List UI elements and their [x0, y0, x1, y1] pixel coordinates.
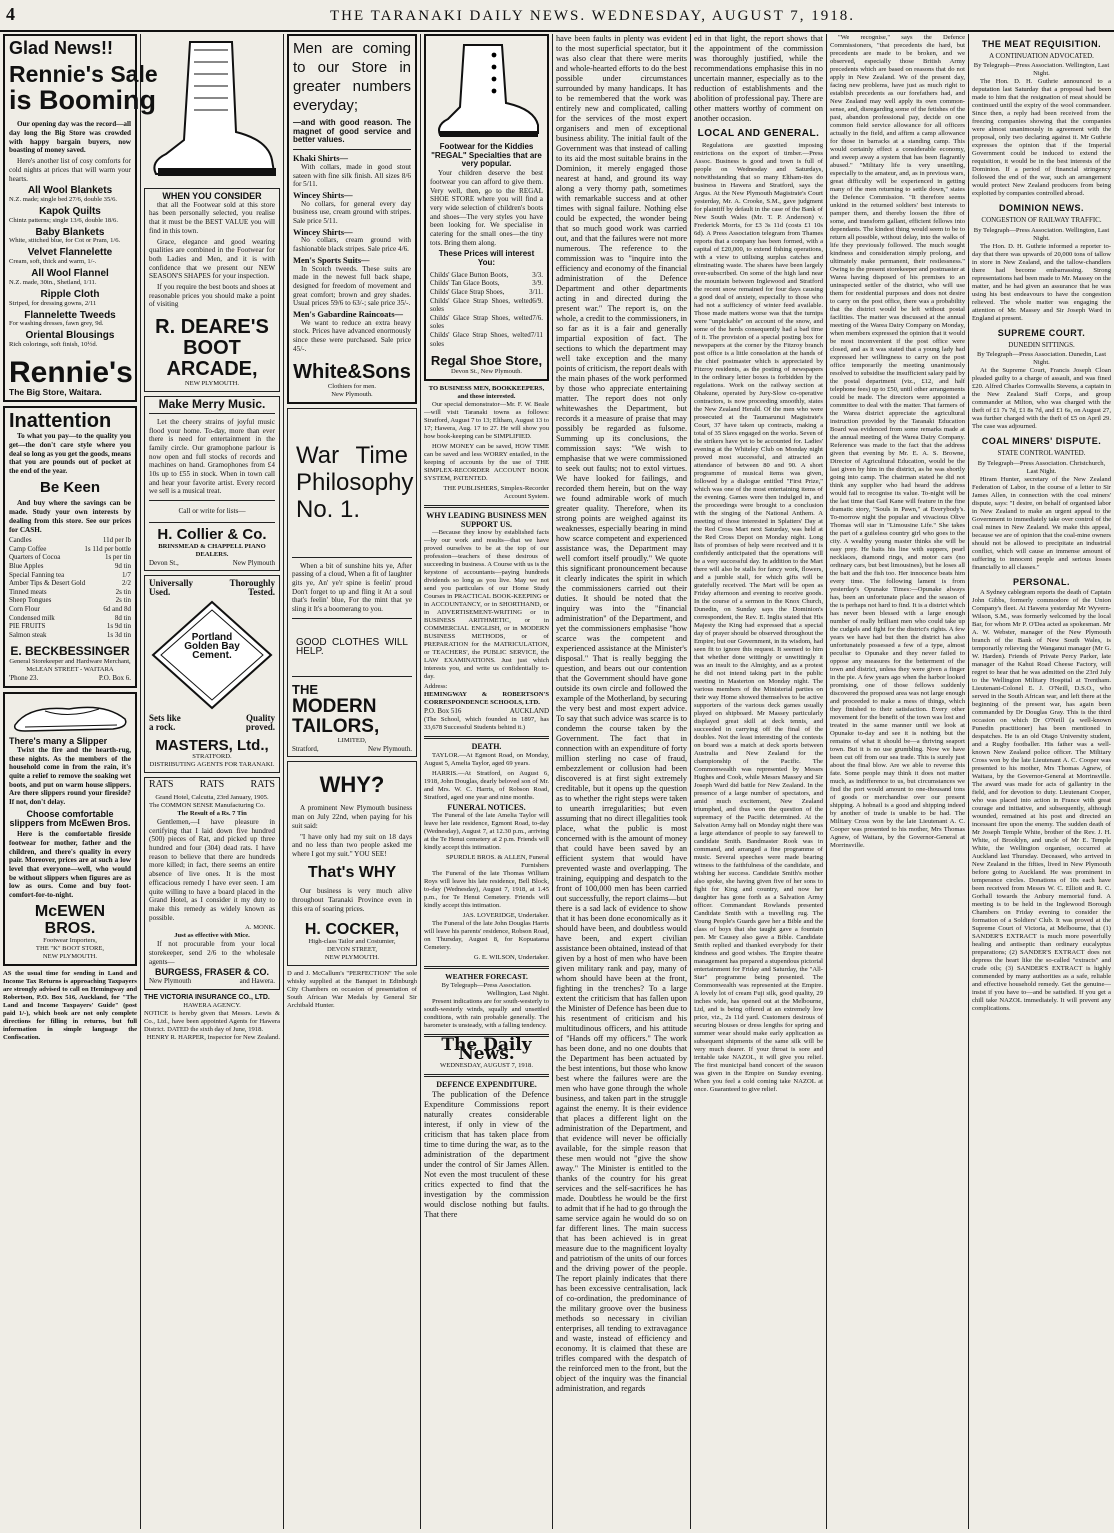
boot-illustration	[144, 36, 280, 186]
modern-tailors-advert	[287, 408, 417, 758]
column-4	[424, 34, 549, 1529]
column-8	[972, 34, 1111, 1529]
local-general-heading: LOCAL AND GENERAL.	[697, 128, 820, 139]
item-desc: Rich colorings, soft finish, 10½d.	[9, 340, 98, 348]
grocery-row: Condensed milk 8d tin	[9, 613, 131, 622]
funeral-notice: The Funeral of the late Thomas William Roys will leave his late residence, Bell Block, to-day (Wednesday), August 7, 1918, at 1.45 p.m., for Te Henui Cemetery. Friends will kindly accept this intimation.	[424, 870, 549, 910]
limited-label: LIMITED,	[337, 736, 367, 744]
deare-name: R. DEARE'S	[155, 316, 269, 339]
column-7	[830, 34, 965, 1529]
publishers-sign: THE PUBLISHERS, Simplex-Recorder Account System.	[443, 484, 549, 500]
defence-end: ed in that light, the report shows that the appointment of the commission was thoroughly justified, while the recommendations emphasise this in no uncertain manner, especially as to the reduction of establishments and the abolition of professional pay. There are other matters worthy of comment on another occasion.	[694, 34, 823, 123]
regal-advert	[424, 34, 549, 381]
why-heading: WHY?	[319, 772, 385, 798]
tailors-cities: Stratford, New Plymouth.	[292, 744, 412, 753]
business-men-text-2: HOW MONEY can be saved, HOW TIME can be saved and less WORRY entailed, in the keeping of accounts by the use of THE SIMPLEX-RECORDER ACCOUNT BOOK SYSTEM, PATENTED.	[424, 442, 549, 482]
good-clothes-label: GOOD CLOTHES WILL HELP.	[296, 636, 408, 657]
weather-place: Wellington, Last Night.	[486, 989, 549, 997]
khaki-title: Khaki Shirts—	[293, 153, 349, 164]
price-row: Childs' Tan Glace Boots, 3/9.	[430, 279, 543, 288]
white-sons-sub: Clothiers for men.	[327, 382, 377, 390]
grocery-row: Special Fanning tea 1/7	[9, 570, 131, 579]
funeral-sign: JAS. LOVERIDGE, Undertaker.	[462, 912, 549, 920]
rats-effective: Just as effective with Mice.	[174, 932, 250, 940]
item-desc: N.Z. made, 30in., Shetland, 1/11.	[9, 278, 97, 286]
daily-news-masthead: The Daily News.	[441, 1034, 532, 1064]
hawera-agency: HAWERA AGENCY.	[183, 1002, 241, 1010]
rats-advert	[144, 777, 280, 989]
wincey2-text: No collars, cream ground with fashionable black stripes. Sale price 4/6.	[293, 236, 411, 254]
supreme-text: At the Supreme Court, Francis Joseph Cloan pleaded guilty to a charge of assault, and was fined £20. Alfred Charles Cornwallis Stevens, a captain in the New Zealand Staff Corps, and group commander at Milton, who was charged with the theft of £1 7s 7d, £1 8s 7d, and £1 6s, on August 27, was further charged with the theft of £5 on April 29. The case was adjourned.	[972, 367, 1111, 431]
local-general-text: Regulations are gazetted imposing restrictions on the export of timber.—Press Assoc. Business is good and town is full of people on Wednesday and Saturdays, notwithstanding that so many Eltham-ites do business in Hawera and Stratford, says the Argus. At the New Plymouth Magistrate's Court yesterday, Mr. A. Crooke, S.M., gave judgment for plaintiff by default in the case of the Bank of New South Wales (Mr. T. P. Anderson) v. Frederick Morris, for £3 3s 11d (costs £1 10s 6d). A Press Association telegram from Thames reports that a company has been formed, with a capital of £20,000, to extend fishing operations, with a view to utilising surplus catches and eliminating waste. The shares have been largely over-subscribed. On some of the high land near the mountain between Inglewood and Stratford the recent snow remained for four days causing a good deal of anxiety, especially to those who had not a sufficiency of winter feed available. Those made matters worse was that the turnips were "unpickable" on account of the snow, and some of the herds consequently had a bad time of it. The provision of a special posting box for newspapers at the corner by the Fitzroy branch post office is a little consolation at the hands of the chief postmaster which is appreciated by Fitzroy residents, as the posting of newspapers in the ordinary letter boxes is forbidden by the regulations. Work on the railway section at Ohakune, operated by Jury-Slow co-operative contractors, is now proceeding smoothly, states the New Zealand Herald. Of the men who were prosecuted at the Taumarunui Magistrate's Court, 37 have taken up contracts, making a total of 35 Slavs engaged on the works. Seven of the strikers have yet to be accounted for. Ladies' evening at the Whiteley Club on Monday night proved most successful, and attracted an attendance of between 80 and 90. A short programme of musical items was given, followed by a dialogue entitled "First Prize," which was one of the most entertaining items of the evening. Games were then indulged in, and the proceedings were brought to a conclusion with the singing of the National Anthem. A meeting of those interested in Splatters' Day at the Red Cross Mart next Saturday, was held at the Red Cross Depot on Monday night. Long lists of promises of help were received and it is confidently anticipated that the operations will be a very successful day. In addition to the Mart there will also be stalls for fancy work, flowers, and a jumble stall, for which gifts will be gratefully received. The Mart will be open as Friday afternoon and evening to receive goods. In the course of a sermon in the Knox Church, Dunedin, on Sunday says the Dominion's correspondent, the Rev. E. Inglis stated that His Majesty the King had expressed that a special day of prayer should be observed throughout the Empire; but our Government, in its wisdom, had seen fit to ignore this request. It seemed to him that whether done wittingly or unwittingly it was an insult to the Almighty, and as a protest he did not intend taking part in the public meeting in Masterton on Monday night. The various members of the Ministerial parties on their way Home showed themselves to be active supporters of the various deck games usually played on shipboard. Mr Massey particularly displayed great skill at deck tennis, and succeeded in carrying off the final of the doubles. Not the least interesting of the contests on board was a match at deck sports between Australia and New Zealand for the championship of the Pacific. The Commonwealth was represented by Messrs Hughes and Cook, while Messrs Massey and Sir Joseph Ward did battle for New Zealand. In the presence of a large number of spectators, and amid much excitement, New Zealand triumphed, and thus won the question of the supremacy of the Pacific determined. At the Salvation Army hall on Monday night there was a large attendance of people to say farewell to candidate Smith. Bandmaster Rook was in command, and arranged a fine programme of music. Several speeches were made bearing witness to the faithfulness of the candidate, and wishing her success. Candidate Smith's mother also spoke, she having given five of her sons to fight for King and country, and now her daughter has gone forth as a Salvation Army officer. Commandant Rowlands presented Candidate Smith with a travelling rug. The Young People's Guards gave her a Bible and the class of boys that she taught gave a fountain pen. Mr Causey also gave a Bible. Candidate Smith replied and thanked everybody for their kindness and good wishes. The Empire theatre management has prepared a stupendous pictorial entertainment for Friday and Saturday, the "All-Star" programme being presented. The Commonwealth was represented at the Empire. A lovely lot of cream Fuji silk, good quality, 29 inches wide, has opened out at the Melbourne, Ltd, and is being offered at an extremely low price, viz., 2s 11d yard. Customers desirous of securing blouses or dress lengths for spring and summer wear should make early application as subsequent shipments of the same silk will be very much dearer. If your throat is sore and irritable take NAZOL, it will give you relief. The first municipal band concert of the season was given in the Empire on Sunday evening. When you feel a cold coming take NAZOL at once. Guaranteed to give relief.	[694, 141, 823, 1093]
slipper-text: Twixt the fire and the hearth-rug, these nights. As the members of the household come in from the rain, it's quite a relief to remove the soaking wet boots, and put on warm house slippers. Are there slippers round your fireside? If not, don't delay.	[9, 745, 131, 807]
coal-byline: By Telegraph—Press Association. Christchurch, Last Night.	[977, 459, 1106, 475]
beckbessinger-name: E. BECKBESSINGER	[10, 644, 130, 659]
price-row: Childs' Glace Strap Shoes, 3/11.	[430, 288, 543, 297]
collier-address: Devon St., New Plymouth	[149, 558, 275, 567]
insurance-notice-sign: HENRY R. HARPER, Inspector for New Zealand.	[146, 1034, 280, 1042]
item-desc: White, stitched blue, for Cot or Pram, 1/6.	[9, 237, 121, 245]
column-1	[3, 34, 158, 1529]
column-5	[556, 34, 687, 1529]
prices-title: These Prices will interest You:	[438, 249, 535, 268]
price-row: Childs' Glace Strap Shoes, welted soles 7/6.	[430, 313, 543, 331]
golden-bay-label: Golden Bay	[184, 641, 240, 653]
war-time-heading: War Time Philosophy No. 1.	[296, 441, 414, 523]
whisky-notice: D and J. McCallum's "PERFECTION" The sole whisky supplied at the Banquet in Edinburgh City Chambers on occasion of presentation of South African War Medals by General Sir Archibald Hunter.	[287, 970, 417, 1010]
gabardine-title: Men's Gabardine Raincoats—	[293, 309, 404, 320]
cement-label: Cement.	[192, 649, 232, 661]
why-text: A prominent New Plymouth business man on July 22nd, when paying for his suit said:	[292, 804, 412, 830]
column-6	[694, 34, 823, 1529]
grocery-row: Candles 11d per lb	[9, 536, 131, 545]
portland-label: Portland	[191, 632, 233, 644]
item-name: Oriental Blousings	[25, 330, 115, 342]
cement-advert	[144, 575, 280, 773]
merry-music-text: Let the cheery strains of joyful music flood your home. To-day, more than ever there is need for entertainment in the family circle. Our gramophone parlour is now open and full stocks of records and machines on hand. Gramophones from £4 10s up to £55 in stock. When in town call and hear your favorite artist. Every record we sell is a musical treat.	[149, 417, 275, 496]
column-2	[144, 34, 280, 1529]
consider-text-3: If you require the best boots and shoes at reasonable prices you should make a point of visiting	[149, 283, 275, 309]
mcewen-advert	[3, 692, 137, 967]
glad-news-heading: Glad News!!	[9, 38, 114, 58]
inattention-text: To what you pay—to the quality you get—the don't care style where you deal so long as you get the goods, means that you are pounds out of pocket at the end of the year.	[9, 432, 131, 475]
business-men-heading: TO BUSINESS MEN, BOOKKEEPERS, and those interested.	[428, 384, 545, 400]
supreme-byline: By Telegraph—Press Association. Dunedin, Last Night.	[976, 351, 1107, 367]
collier-name: H. Collier & Co.	[157, 525, 267, 543]
kiddies-text: Your children deserve the best footwear you can afford to give them. Very well, then, go to the REGAL SHOE STORE where you will find a very wide selection of children's boots and shoes—The very styles you have been looking for. We specialise in catering for the small ones—the tiny tots. Bring them along.	[430, 169, 543, 247]
funeral-heading: FUNERAL NOTICES.	[447, 802, 526, 812]
good-reason-text: —and with good reason. The magnet of good service and better values.	[293, 118, 411, 145]
rats-signature: A. MONK.	[245, 924, 275, 932]
grocery-row: Camp Coffee 1s 11d per bottle	[9, 544, 131, 553]
grocery-row: Sheep Tongues 2s tin	[9, 596, 131, 605]
item-name: Baby Blankets	[35, 226, 105, 238]
cement-top-row: Universally Thoroughly	[149, 578, 275, 589]
dominion-subheading: CONGESTION OF RAILWAY TRAFFIC.	[981, 216, 1102, 225]
price-row: Childs' Glace Strap Shoes, welted soles 6/9.	[430, 296, 543, 314]
regal-name: Regal Shoe Store,	[430, 353, 543, 369]
tailors-label: TAILORS,	[292, 715, 380, 737]
thats-why-heading: That's WHY	[307, 863, 397, 881]
hemingway-address: P.O. Box 516 AUCKLAND	[424, 707, 549, 716]
why-text-2: Our business is very much alive throughout Taranaki Province even in this era of soaring prices.	[292, 887, 412, 913]
grocery-row: Corn Flour 6d and 8d	[9, 604, 131, 613]
personal-text: A Sydney cablegram reports the death of Captain John Gibbs, formerly commodore of the Union Company's fleet. At Hawera yesterday Mr Wyvern-Wilson, S.M., was formerly welcomed by the local Bar, for whom Mr P. O'Dea acted as spokesman. Mr A. W. Webster, manager of the New Plymouth branch of the Bank of New South Wales, is temporarily relieving the Wanganui manager (Mr G. W. Harden). Friends of Private Percy Parker, late manager of the Kahui Road Cheese Factory, will regret to hear that he was admitted on the 23rd July to the Wellington Military Hospital at Trentham. Lieutenant-Colonel E. J. O'Neill, D.S.O., who served in the South African war, and left there at the beginning of the present war, has again been commanded by Dr Douglas Gray. This is the third occasion on which Dr O'Neill (a well-known Punedin practitioner) has been mentioned in despatches. He is an old Otago University student, and a Rugby footballer. His father was a well-known New Zealand police officer. The Military Cross won by the late Lieutenant A. C. Cooper was presented to his mother, Mrs Thomas Agnew, of Waitara, by the Governor-General at Morrinsville. The award was made for acts of gallantry in the field, and for devotion to duty. Lieutenant Cooper, who was placed into action in France with great courage and initiative, and subsequently, although wounded, remained at his post and directed an incessant fire upon the enemy. The sudden death of Mr Joseph Temple White, brother of the Rev. J. H. White, of Brooklyn, and uncle of Mr E. Temple White, the Wellington organiser, occurred at Auckland last Thursday. Deceased, who arrived in New Zealand in the fifties, lived in New Plymouth before going to Auckland. He was prominent in temperance circles. Donations of 10s each have been received from Messrs W. C. Elliott and R. C. Gorhall towards the Anbury memorial fund. A meeting is to be held in the Inglewood Borough Chambers on Friday evening to consider the formation of a Soldiers' Club. It was proved at the Supreme Court of Victoria, at Melbourne, that (1) SANDER'S EXTRACT is much more powerfully healing and antiseptic than ordinary eucalyptus preparations; (2) SANDER'S EXTRACT does not depress the heart like the so-called "extracts" and crude oils; (3) SANDER'S EXTRACT is highly commended by many authorities as a safe, reliable and effective household remedy. Get the genuine—insist if you have to—and be satisfied. If you get a chill take NAZOL immediately. It will prevent any complications.	[972, 589, 1111, 1013]
child-boot-illustration	[430, 41, 545, 141]
cement-bottom-row-2: a rock. proved.	[149, 722, 275, 732]
consider-text: that all the Footwear sold at this store has been personally selected, you realise that it must be the BEST VALUE you will find in this town.	[149, 200, 275, 235]
wincey-title: Wincey Shirts—	[293, 189, 353, 200]
grocery-row: Salmon steak 1s 3d tin	[9, 630, 131, 639]
rats-result: The Result of a Rs. 7 Tin	[177, 809, 247, 817]
arcade-label: ARCADE,	[166, 358, 258, 381]
the-label: THE	[292, 682, 318, 698]
dominion-heading: DOMINION NEWS.	[999, 203, 1084, 214]
price-row: Childs' Glace Button Boots, 3/3.	[430, 270, 543, 279]
cocker-street: DEVON STREET,	[326, 946, 378, 954]
sports-text: In Scotch tweeds. These suits are made in the newest full back shape, designed for freedom of movement and great comfort; brown and grey shades. Usual prices 59/6 to 63/-; sale price 35/-.	[293, 264, 411, 308]
choose-text: Here is the comfortable fireside footwear for mother, father and the children, and there's quality in every pair. Moreover, prices are at such a low level that everyone—well, who would be without slippers when figures are as low as ours. Come and buy foot-comfort-for-to-night.	[9, 830, 131, 900]
cocker-city: NEW PLYMOUTH.	[324, 954, 380, 962]
dominion-text: The Hon. D. H. Guthrie informed a reporter to-day that there was upwards of 20,000 tons of tallow in store in New Zealand, and the tallow-chandlers there had become embarrassing. Strong representations had been made to Mr. Massey on the matter, and he had given an assurance that he was using his best endeavours to have the congestion relieved. The whole matter was engaging the attention of Mr. Massey and Sir Joseph Ward in England at present.	[972, 242, 1111, 322]
coal-subheading: STATE CONTROL WANTED.	[997, 448, 1086, 457]
price-row: Childs' Glace Strap Shoes, welted soles 7/11	[430, 331, 543, 348]
be-keen-text: And buy where the savings can be made. Study your own interests by dealing from this store. See our prices for CASH.	[9, 499, 131, 534]
choose-heading: Choose comfortable slippers from McEwen Bros.	[9, 808, 131, 828]
rennie-advert	[3, 34, 158, 402]
grocery-row: Quarters of Cocoa 1s per tin	[9, 553, 131, 562]
defence-text: The publication of the Defence Expenditure Commissions report naturally creates considerable interest, if only in view of the criticism that has taken place from time to time during the war, as to the administration of the department under the control of Sir James Allen. Not even the most truculent of these critics expected to find that the investigation by the commission would disclose nothing but faults. That there	[424, 1090, 549, 1220]
supreme-subheading: DUNEDIN SITTINGS.	[1008, 340, 1075, 349]
slipper-heading: There's many a Slipper	[9, 736, 108, 747]
funeral-sign: SPURDLE BROS. & ALLEN, Funeral Furnishers	[446, 854, 549, 870]
collier-sub: BRINSMEAD & CHAPPELL PIANO DEALERS.	[158, 542, 266, 558]
item-desc: N.Z. made; single bed 27/6, double 35/6.	[9, 196, 118, 203]
cocker-advert	[287, 761, 417, 966]
khaki-text: With collars, made in good stout sateen with fine silk finish. All sizes 8/6 for 5/11.	[293, 162, 411, 189]
victoria-insurance-title: THE VICTORIA INSURANCE CO., LTD.	[144, 993, 270, 1001]
grocery-row: PIE FRUITS 1s 9d tin	[9, 622, 131, 631]
item-name: All Wool Blankets	[27, 185, 113, 197]
death-notice: TAYLOR.—At Egmont Road, on Monday, August 5, Amelia Taylor, aged 69 years.	[424, 751, 549, 767]
coal-text: Hiram Hunter, secretary of the New Zealand Federation of Labor, in the course of a letter to Sir James Allen, in connection with the coal miners' dispute, says: "I desire, on behalf of organised labor in New Zealand to make an urgent appeal to the Government to immediately take over control of the coal mines in New Zealand. We make this appeal, because we are of opinion that the coal-mine owners should not be allowed to precipitate an industrial conflict, which will cause an immense amount of suffering to innocent people and serious losses financially to all classes."	[972, 475, 1111, 571]
be-keen-heading: Be Keen	[39, 478, 101, 496]
hemingway-text: (The School, which founded in 1897, has 33,678 Successful Students behind it.)	[424, 715, 549, 731]
regal-address: Devon St., New Plymouth.	[450, 367, 523, 375]
wincey-text: No collars, for general every day business use, cream ground with stripes. Sale price 5/11.	[293, 199, 411, 226]
burgess-name: BURGESS, FRASER & CO.	[154, 967, 269, 978]
personal-heading: PERSONAL.	[1012, 576, 1070, 587]
rats-company: The COMMON SENSE Manufacturing Co.	[149, 801, 265, 809]
call-write-label: Call or write for lists—	[178, 507, 246, 516]
beckbessinger-advert	[3, 406, 137, 687]
rats-hotel: Grand Hotel, Calcutta, 23rd January, 1905.	[155, 793, 269, 801]
kiddies-heading: Footwear for the Kiddies	[439, 142, 534, 151]
defence-continued: have been faults in plenty was evident to the most superficial spectator, but it was also clear that there were merits and whole-hearted efforts to do the best possible under circumstances surrounded by many handicaps. It has to be remembered that the work was entirely new and complicated, calling for the services of the most expert organisers and men of exceptional business ability. The initial fault of the Government was that instead of calling to its aid the most suitable brains in the Dominion, it merely engaged those nearest at hand, and ground its way along a very thorny path, sometimes with remarkable success and at other times with signal failure. Nothing else could be expected, the wonder being that so much good work was carried out, and that the failures were not more numerous. The reference to the commission was to "inquire into the efficiency and economy of the financial administration of the Defence Department and other departments acting in and directed during the present war." The report is, on the whole, a credit to the commissioners, in so far as it is a fair and generally impartial exposition of fact. The sections to which the department may well take exception and the many points of criticism, the report deals with the main phases of the work performed by those who appreciate entertaining matter. The report does not only whitewashes the Department, but records it a measure of praise that may possibly be regarded as fulsome. Summing up its conclusions, the commission says: "We wish to emphasise that we were commissioned to seek out faults; not to extol virtues. We have looked for failings, and recorded them herein, but on the way we found admirable work of much greater quality. Therefore, when its strong points are weighed against its weaknesses, especially bearing in mind how scarce competent and experienced assistance was, the Department may well comfort itself proudly." We quote this significant pronouncement because it clearly indicates the spirit in which the commissioners carried out their duties. It should be noted that the inquiry was into the "financial administration" of the Department, and yet the commissioners emphasise "how scarce was the competent and experienced assistance at the Minister's disposal." That is really begging the question, and bears out our contention that the Government should have gone outside its own circle and followed the example of the Motherland, by securing the very best and most expert advice. To say that such advice was scarce is to condemn the course taken by the Government. The fact that in connection with an expenditure of forty million sterling no case of fraud, embezzlement or collusion had been discovered is at first sight extremely creditable, but it opens up the question as to whether the right steps were taken to unearth irregularities; but even assuming that no direct illegalities took place, what the public is most concerned with is the amount of money that could have been saved by an efficient system that would have prevented waste and overlapping. The training, equipping and despatch to the front of 100,000 men has been carried out successfully, the report claims—but there is a sad lack of evidence to show that it has been done economically as it should have been, and doubtless would have been, and expert civilian assistance been obtained, instead of that given by a host of men who have been given military rank and pay, many of whom should have been at the front, fighting in the trenches? To a large extent the criticism that has fallen upon the Minister of Defence has been due to his resentment of criticism and his multitudinous officers, and his attitude of "Hands off my officers." The work has been done, and no one doubts that the Department has been actuated by the best intentions, but those who know best where the failures were are the men who have gone through the whole business, and taken part in the struggle against the enemy. It is their evidence that places a different light on the administration of the Department, and that evidence will never be officially available, for the simple reason that these men would not "give the show away." The Minister is entitled to the thanks of the country for his great services and the self-sacrifices he has made. Doubtless he would be the first to admit that if he had to go through the same service again he would do so on far different lines. The main success that has been achieved is in great measure due to the magnificent loyalty and patriotism of the units of our forces and the driving power of the people. The report plainly indicates that there has been excessive centralisation, lack of co-ordination, the predominance of the military groove over the business methods so necessary in civilian enterprises, all tending to extravagance and waste, instead of efficiency and economy. It is claimed that these are trifles compared with the despatch of the reinforced men to the front, but the object of the inquiry was the financial administration, and regards	[556, 34, 687, 1393]
defence-heading: DEFENCE EXPENDITURE.	[436, 1080, 537, 1090]
beckbessinger-sub: General Storekeeper and Hardware Merchant,	[9, 657, 131, 665]
rats-procurable: If not procurable from your local storekeeper, send 2/6 to the wholesale agents—	[149, 940, 275, 966]
insurance-notice: NOTICE is hereby given that Messrs. Lewis & Co., Ltd., have been appointed Agents for Hawera District. DATED the sixth day of June, 1918.	[144, 1010, 280, 1034]
rennies-sale-heading: Rennie's Sale	[9, 60, 158, 87]
local-general-continued: "We recognise," says the Defence Commissioners, "that precedents die hard, but precedents are made to be broken, and we observed, especially those British Army precedents which are based on reasons that do not apply in New Zealand. We of the present day, facing new problems, have just as much right to establish precedents as our forefathers had, and New Zealand may well apply its own common-sense, and, disregarding some of the fetishes of the past, abandon professional pay, decide on one common field service allowance for all officers actually in the field, and affirm a camp allowance for those in barracks at a standing camp. This would certainly effect a considerable economy, and sweep away a system that has been flagrantly abused." "Military life is very unsettling, especially to the amateur, and, as in previous wars, great difficulty will be experienced in getting many of the men returning to settle down," states the Defence Commission. "It therefore seems unkind in the returned soldiers' best interests to pamper them, and thereby loosen the fibre of some, and transform gallant, efficient fellows into dependants. The kindest thing would seem to be to return all possible, without delay, into the walks of life they previously followed. The much sought kindness and consideration simply prolong, and ultimately make permanent, their restlessness." Owing to the present storekeeper and postmaster at Warea having disposed of his premises to an uninspected settler of the district, who will use them for residential purposes and does not desire to carry on the post office, there was a probability that the district would be left without postal facilities. The matter was discussed at the annual meeting of the Warea Dairy Company on Monday, when members expressed the opinion that it would be most inconvenient if the post office were closed, and as it was stated that a young lady had expressed her willingness to carry on the post office temporarily the meeting unanimously resolved to subsidise the insufficient salary paid by the postal department (viz., £12, and half telephone fees) up to £50, until other arrangements could be made. The directors were appointed a committee to deal with the matter. That farmers of the Warea district appreciate the agricultural instruction provided by the Taranaki Education Board was evidenced from some remarks made at the annual meeting of the Warea Dairy Company. Reference was made to the fact that the address given that evening by Mr. E. A. S. Browne, Director of Agricultural Education, would be the last given by him in the district, as he was shortly going into camp. The chairman stated he did not think any supplier who had heard the address would fail to recognise its value. To-night will be the last time that Gail Kane will feature in the fine dramatic story, "Souls in Pawn," at Everybody's. To-morrow night the popular and vivacious Olive Thomas will star in "Limousine Life." She takes the part of a guileless country girl who goes to the city. A wealthy young master thinks she will be easy prey. He baits his line with suppers, pearl necklaces, diamond rings, and motor cars (no ordinary cars, but best limousines), but he loses all the bait and the fish too. Her innocence beats him every time. The following lament is from yesterday's Opunake Times:—Opunake always has, been an unfortunate place and the season of the is perhaps not hard to find. It is a district which has never been blessed with a large enough number of really brilliant men who could take up the cudgels and fight for the district's rights. A few years we have had but then the district has also unfortunately possessed a few of a type, almost peculiar to Opunake and they never failed to oppose any measures for the betterment of the town and district, unless they were given a finger in the pie. A few years ago when the harbor looked promising, one of those fellows suddenly discovered the proposed area was not large enough and proceeded to make a mess of things, which they finished to their satisfaction. Every other movement for the benefit of the town was lost and treated in the same manner until we look at Opunake to-day and see it is nothing but the remains of what it should be—a thriving seaport town. But it is no use grumbling. Now we have been cut off from our sea trade. This is surely just about the final blow. Are we able to reverse this fate. Some people may think it does not matter much, as indifference to us, but circumstances we find the port would amount to one-thousand tons of goods or merchandise over our present shipping. A hobnail is a good and shipping indeed by another of trade is unable to be had. The Military Cross won by the late Lieutenant A. C. Cooper was presented to his mother, Mrs Thomas Agnew, of Waitara, by the Governor-General at Morrinsville.	[830, 34, 965, 849]
meat-subheading: A CONTINUATION ADVOCATED.	[989, 51, 1094, 60]
slipper-illustration	[9, 697, 133, 735]
address-label: Address:	[424, 683, 448, 691]
item-desc: Cream, soft, thick and warm, 1/-.	[9, 258, 97, 266]
weather-text: Present indications are for south-westerly to south-westerly winds, squally and unsettled conditions, with rain probable generally. The barometer is unsteady, with a falling tendency.	[424, 997, 549, 1029]
rennies-logo: Rennie's	[9, 355, 133, 389]
column-3	[287, 34, 417, 1529]
cement-top-row-2: Used. Tested.	[149, 586, 275, 597]
death-heading: DEATH.	[471, 741, 502, 751]
mcewen-name: McEWEN BROS.	[34, 902, 106, 937]
death-notice: HARRIS.—At Stratford, on August 6, 1918, John Douglas, dearly beloved son of Mr. and Mrs. W. C. Harris, of Robson Road, Stratford, aged one year and nine months.	[424, 769, 549, 801]
white-sons-city: New Plymouth.	[331, 390, 373, 398]
masters-name: MASTERS, Ltd.,	[155, 736, 269, 754]
consider-heading: WHEN YOU CONSIDER	[162, 191, 262, 201]
gabardine-text: We want to reduce an extra heavy stock. Prices have advanced enormously since these were purchased. Sale price 45/-.	[293, 318, 411, 353]
meat-text: The Hon. D. H. Guthrie announced to a deputation last Saturday that a proposal had been made to him that the resignation of meat should be continued until the expiry of the wool commandeer. Since then, a reply had been received from the freezing companies showing that the companies were almost unanimously in agreement with the proposal, only two declaring against it. Mr Guthrie expresses the opinion that if the Imperial Government could be induced to extend the requisition, it would be in the best interests of the Dominion. If a period of financial stringency followed the end of the war, such an arrangement would protect New Zealand producers from being exploited by companies controlled abroad.	[972, 78, 1111, 198]
item-name: Ripple Cloth	[40, 288, 100, 300]
meat-heading: THE MEAT REQUISITION.	[981, 39, 1102, 49]
cement-label-overlay	[149, 634, 275, 714]
masters-sub: DISTRIBUTING AGENTS FOR TARANAKI.	[149, 761, 275, 769]
rats-testimonial: Gentlemen,—I have pleasure in certifying that I laid down five hundred (500) pieces of Rat, and picked up three hundred and four (304) dead rats. I have reason to believe that there are hundreds more killed; in fact, there seems an entire absence of live ones. It is the most efficacious remedy I have ever seen. I am quite willing to have a board placed in the Grand Hotel, as I consider it my duty to make this remedy as widely known as possible.	[149, 817, 275, 922]
regal-specialties: "REGAL" Specialties that are very popular.	[431, 150, 542, 169]
wincey2-title: Wincey Shirts—	[293, 226, 353, 237]
beckbessinger-address: McLEAN STREET - WAITARA	[26, 665, 114, 673]
sports-title: Men's Sports Suits—	[293, 254, 370, 265]
white-sons-logo: White&Sons	[293, 360, 411, 383]
inattention-heading: Inattention	[9, 410, 112, 433]
business-men-text: Our special demonstrator—Mr. F. W. Beale—will visit Taranaki towns as follows: Stratford, August 7 to 13; Eltham, August 13 to 17; Hawera, Aug. 17 to 27. He will show you how book-keeping can be SIMPLIFIED.	[424, 400, 549, 440]
funeral-notice: The Funeral of the late John Douglas Harris will leave his parents' residence, Robson Road, on Thursday, August 8, for Kopuatama Cemetery.	[424, 920, 549, 952]
cement-bottom-row: Sets like Quality	[149, 713, 275, 724]
weather-by: By Telegraph—Press Association.	[441, 981, 532, 989]
newspaper-title: THE TARANAKI DAILY NEWS. WEDNESDAY, AUGUST 7, 1918.	[330, 8, 855, 24]
meat-byline: By Telegraph—Press Association. Wellington, Last Night.	[973, 62, 1110, 78]
item-desc: Chintz patterns; single 13/6, double 18/6.	[9, 216, 118, 224]
page-number: 4	[6, 4, 15, 24]
is-booming-heading: is Booming	[9, 85, 156, 116]
war-time-poem: When a bit of sunshine hits ye, After passing of a cloud, When a fit of laughter gits ye, An' ye'r spine is feelin' proud Don't forget to up and fling it At a soul that's feelin' blue, For the mint that ye sling it It's a boomerang to you.	[292, 561, 412, 614]
why-quote: "I have only had my suit on 18 days and no less than two people asked me where I got my suit." YOU SEE!	[292, 832, 412, 858]
deare-address: NEW PLYMOUTH.	[184, 380, 240, 388]
rennie-intro: Our opening day was the record—all day long the Big Store was crowded with happy bargain buyers, now boasting of money saved.	[9, 120, 131, 155]
item-name: Velvet Flannelette	[27, 247, 113, 259]
dominion-byline: By Telegraph—Press Association. Wellington, Last Night.	[973, 226, 1110, 242]
merry-music-heading: Make Merry Music.	[158, 397, 266, 412]
item-name: Kapok Quilts	[39, 206, 101, 217]
rennie-list-intro: Here's another list of cosy comforts for cold nights at prices that will warm your hearts.	[9, 157, 131, 183]
collier-advert	[144, 396, 280, 571]
supreme-heading: SUPREME COURT.	[997, 327, 1086, 338]
weather-heading: WEATHER FORECAST.	[445, 972, 528, 982]
why-leading-heading: WHY LEADING BUSINESS MEN SUPPORT US.	[426, 510, 547, 529]
mcewen-store: THE "K" BOOT STORE,	[35, 945, 105, 953]
consider-text-2: Grace, elegance and good wearing qualities are combined in the Footwear for both Ladies and Men, and it is with confidence that we present our NEW SEASON'S SHAPES for your inspection.	[149, 237, 275, 281]
modern-label: MODERN	[292, 695, 377, 717]
grocery-row: Amber Tips & Desert Gold 2/2	[9, 579, 131, 588]
tax-notice: AS the usual time for sending in Land and Income Tax Returns is approaching Taxpayers are strongly advised to call on Hemingway and Robertson, P.O. Box 516, Auckland, for "The Land and Income Taxpayers' Guide" (post paid 1/-), which book are not only complete directions for filling in returns, but full information in simple language the Confiscation.	[3, 970, 137, 1042]
item-desc: Striped, for dressing gowns, 2/11	[9, 299, 97, 307]
mcewen-address: NEW PLYMOUTH.	[42, 953, 98, 961]
boot-label: BOOT	[183, 337, 241, 360]
why-leading-text: —Because they know by established facts—by our work and results—that we have proved ourselves to be at the top of our profession—teachers of these desirous of succeeding in business. A Course with us is the keystone of accountants—paying hundreds dividends so long as you live. May we not send you particulars of our Home Study Courses in PRACTICAL BOOK-KEEPING or in ACCOUNTANCY, or in SHORTHAND, or in ADVERTISEMENT-WRITING or in BUSINESS ARITHMETIC, or in COMMERCIAL ENGLISH, or in MODERN BUSINESS METHODS, or of PREPARATION for the MATRICULATION, or TEACHERS', the PUBLIC SERVICE, the LAW EXAMINATIONS. Just just which interests you, and write us confidentially to-day.	[424, 529, 549, 681]
coal-heading: COAL MINERS' DISPUTE.	[981, 436, 1102, 447]
masthead	[0, 0, 1114, 32]
cocker-name: H. COCKER,	[304, 920, 400, 938]
rats-heading-row: RATS RATS RATS	[149, 779, 275, 791]
mcewen-sub: Footwear Importers,	[43, 937, 97, 945]
burgess-cities: New Plymouth and Hawera.	[149, 977, 275, 986]
item-name: Flannelette Tweeds	[24, 309, 116, 321]
funeral-notice: The Funeral of the late Amelia Taylor will leave her late residence, Egmont Road, to-day (Wednesday), August 7, at 12.30 p.m., arriving at the Te Henui cemetery at 2 p.m. Friends will kindly accept this intimation.	[424, 812, 549, 852]
white-sons-advert	[287, 34, 417, 404]
deare-advert	[144, 188, 280, 392]
masters-city: STRATFORD.	[192, 753, 232, 761]
item-desc: For washing dresses, fawn grey, 9d.	[9, 320, 104, 328]
men-coming-heading: Men are coming to our Store in greater numbers everyday;	[293, 40, 411, 114]
item-name: All Wool Flannel	[31, 268, 109, 280]
big-store-label: The Big Store, Waitara.	[9, 387, 102, 398]
hemingway-name: HEMINGWAY & ROBERTSON'S CORRESPONDENCE SCHOOLS, LTD.	[424, 691, 549, 707]
grocery-row: Tinned meats 2s tin	[9, 587, 131, 596]
daily-news-date: WEDNESDAY, AUGUST 7, 1918.	[440, 1062, 533, 1070]
funeral-sign: G. E. WILSON, Undertaker.	[473, 954, 549, 962]
cocker-sub: High-class Tailor and Costumier,	[308, 938, 396, 946]
grocery-row: Blue Apples 9d tin	[9, 561, 131, 570]
beckbessinger-contact: 'Phone 23. P.O. Box 6.	[9, 673, 131, 682]
